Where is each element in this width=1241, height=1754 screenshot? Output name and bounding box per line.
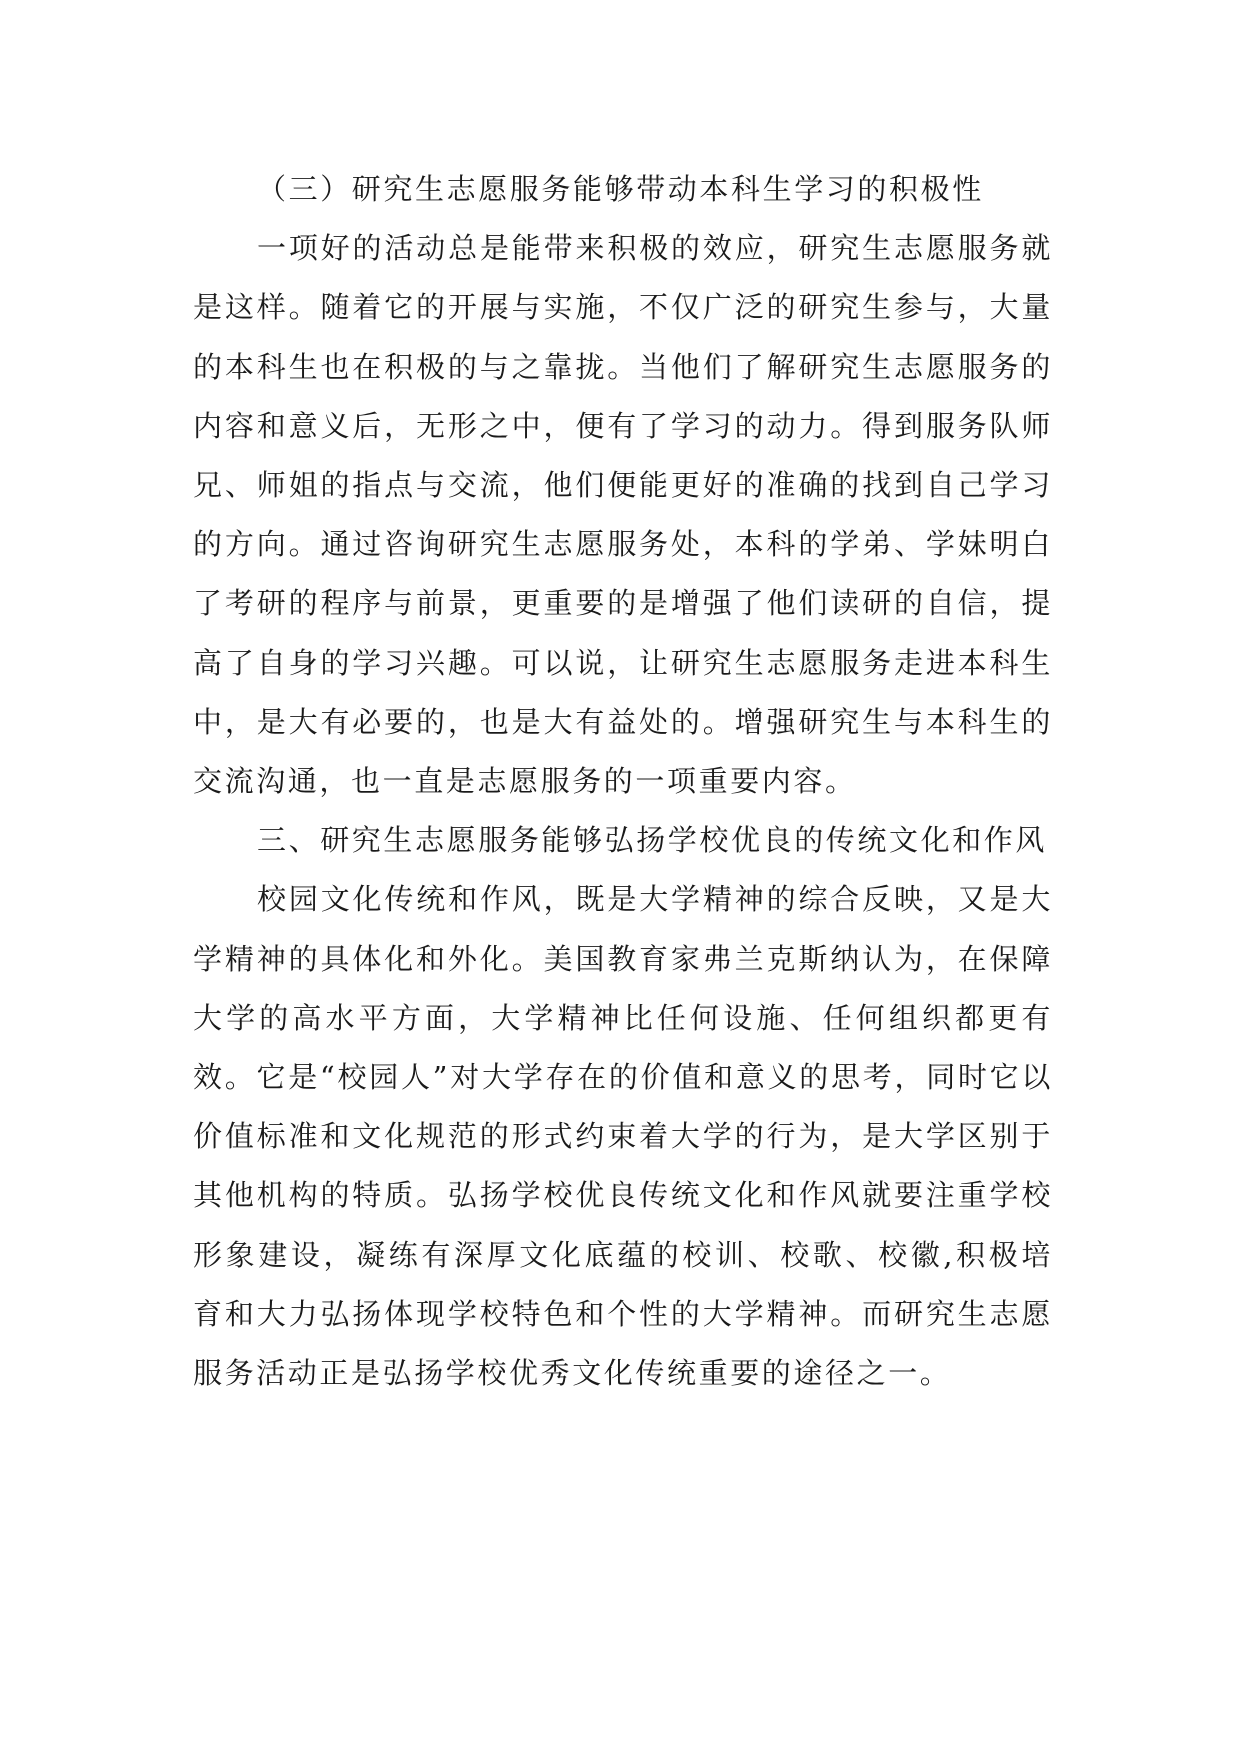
- document-body: [193, 160, 1053, 1403]
- section-heading-three: 三、研究生志愿服务能够弘扬学校优良的传统文化和作风: [257, 823, 1048, 858]
- section-heading-3: （三）研究生志愿服务能够带动本科生学习的积极性: [257, 172, 984, 206]
- body-paragraph-1: 一项好的活动总是能带来积极的效应，研究生志愿服务就是这样。随着它的开展与实施，不仅广泛的研究生参与，大量的本科生也在积极的与之靠拢。当他们了解研究生志愿服务的内容和意义后，无形之中，便有了学习的动力。得到服务队师兄、师姐的指点与交流，他们便能更好的准确的找到自己学习的方向。通过咨询研究生志愿服务处，本科的学弟、学妹明白了考研的程序与前景，更重要的是增强了他们读研的自信，提高了自身的学习兴趣。可以说，让研究生志愿服务走进本科生中，是大有必要的，也是大有益处的。增强研究生与本科生的交流沟通，也一直是志愿服务的一项重要内容。: [193, 231, 1053, 799]
- body-paragraph-2: 校园文化传统和作风，既是大学精神的综合反映，又是大学精神的具体化和外化。美国教育家弗兰克斯纳认为，在保障大学的高水平方面，大学精神比任何设施、任何组织都更有效。它是“校园人”对大学存在的价值和意义的思考，同时它以价值标准和文化规范的形式约束着大学的行为，是大学区别于其他机构的特质。弘扬学校优良传统文化和作风就要注重学校形象建设，凝练有深厚文化底蕴的校训、校歌、校徽,积极培育和大力弘扬体现学校特色和个性的大学精神。而研究生志愿服务活动正是弘扬学校优秀文化传统重要的途径之一。: [193, 882, 1053, 1391]
